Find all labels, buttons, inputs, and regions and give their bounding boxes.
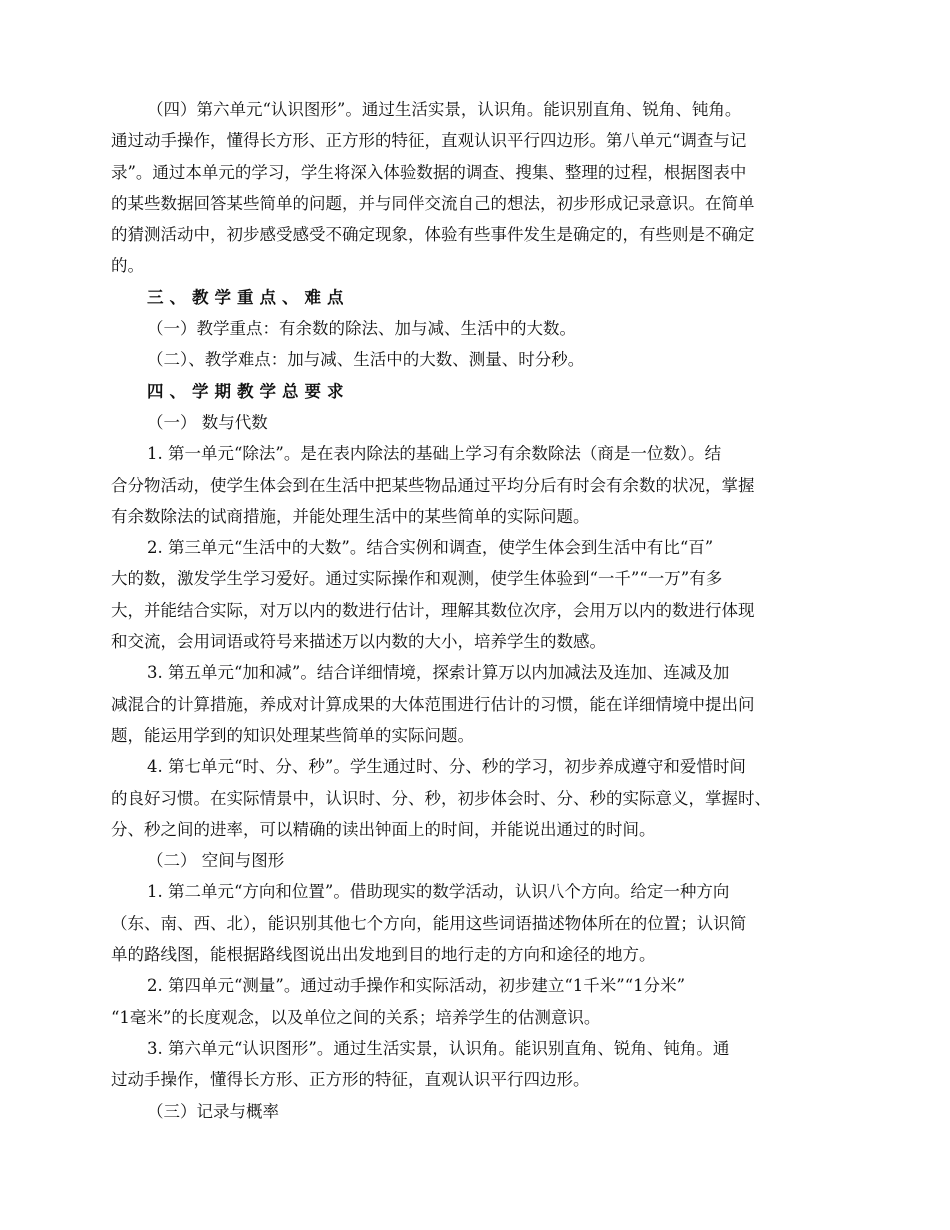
teaching-difficulty: （二）、教学难点：加与减、生活中的大数、测量、时分秒。 <box>147 350 585 370</box>
text-line: 4. 第七单元“时、分、秒”。学生通过时、分、秒的学习，初步养成遵守和爱惜时间 <box>147 757 746 777</box>
item-time <box>111 751 851 845</box>
section-heading-requirements: 四、学期教学总要求 <box>147 381 350 401</box>
item-addition-subtraction <box>111 657 851 751</box>
text-line: （东、南、西、北），能识别其他七个方向，能用这些词语描述物体所在的位置；认识简 <box>111 913 747 933</box>
text-line: 通过动手操作，懂得长方形、正方形的特征，直观认识平行四边形。第八单元“调查与记 <box>111 131 747 151</box>
item-large-numbers <box>111 532 851 657</box>
text-line: 1. 第二单元“方向和位置”。借助现实的数学活动，认识八个方向。给定一种方向 <box>147 882 730 902</box>
text-line: 2. 第四单元“测量”。通过动手操作和实际活动，初步建立“1千米”“1分米” <box>147 976 686 996</box>
text-line: 题，能运用学到的知识处理某些简单的实际问题。 <box>111 725 474 745</box>
text-line: 的某些数据回答某些简单的问题，并与同伴交流自己的想法，初步形成记录意识。在简单 <box>111 193 755 213</box>
document-page <box>111 94 851 1127</box>
text-line: 录”。通过本单元的学习，学生将深入体验数据的调查、搜集、整理的过程，根据图表中 <box>111 162 747 182</box>
item-division <box>111 438 851 532</box>
text-line: （四）第六单元“认识图形”。通过生活实景，认识角。能识别直角、锐角、钝角。 <box>147 100 742 119</box>
text-line: 过动手操作，懂得长方形、正方形的特征，直观认识平行四边形。 <box>111 1070 590 1090</box>
text-line: “1毫米”的长度观念，以及单位之间的关系；培养学生的估测意识。 <box>111 1007 601 1027</box>
item-measurement <box>111 970 851 1033</box>
text-line: 的良好习惯。在实际情景中，认识时、分、秒，初步体会时、分、秒的实际意义，掌握时、 <box>111 788 771 808</box>
item-shapes <box>111 1033 851 1096</box>
text-line: 合分物活动，使学生体会到在生活中把某些物品通过平均分后有时会有余数的状况，掌握 <box>111 475 755 495</box>
text-line: 的猜测活动中，初步感受感受不确定现象，体验有些事件发生是确定的，有些则是不确定 <box>111 225 755 245</box>
section-heading-key-points: 三、教学重点、难点 <box>147 287 350 307</box>
subheading-space-shape: （二） 空间与图形 <box>147 851 285 871</box>
text-line: 1. 第一单元“除法”。是在表内除法的基础上学习有余数除法（商是一位数）。结 <box>147 444 722 464</box>
text-line: 3. 第六单元“认识图形”。通过生活实景，认识角。能识别直角、锐角、钝角。通 <box>147 1038 730 1058</box>
text-line: 2. 第三单元“生活中的大数”。结合实例和调查，使学生体会到生活中有比“百” <box>147 538 714 558</box>
text-line: 减混合的计算措施，养成对计算成果的大体范围进行估计的习惯，能在详细情境中提出问 <box>111 694 755 714</box>
subheading-number-algebra: （一） 数与代数 <box>147 412 268 432</box>
teaching-focus: （一）教学重点：有余数的除法、加与减、生活中的大数。 <box>147 319 576 339</box>
paragraph-unit-six-eight <box>111 94 851 282</box>
text-line: 单的路线图，能根据路线图说出出发地到目的地行走的方向和途径的地方。 <box>111 945 656 965</box>
text-line: 3. 第五单元“加和减”。结合详细情境，探索计算万以内加减法及连加、连减及加 <box>147 663 730 683</box>
text-line: 和交流，会用词语或符号来描述万以内数的大小，培养学生的数感。 <box>111 632 606 652</box>
text-line: 大的数，激发学生学习爱好。通过实际操作和观测，使学生体验到“一千”“一万”有多 <box>111 569 723 589</box>
text-line: 大，并能结合实际，对万以内的数进行估计，理解其数位次序，会用万以内的数进行体现 <box>111 600 755 620</box>
text-line: 有余数除法的试商措施，并能处理生活中的某些简单的实际问题。 <box>111 506 590 526</box>
item-direction-position <box>111 876 851 970</box>
text-line: 的。 <box>111 256 144 276</box>
subheading-statistics-probability: （三）记录与概率 <box>147 1101 279 1121</box>
text-line: 分、秒之间的进率，可以精确的读出钟面上的时间，并能说出通过的时间。 <box>111 819 656 839</box>
